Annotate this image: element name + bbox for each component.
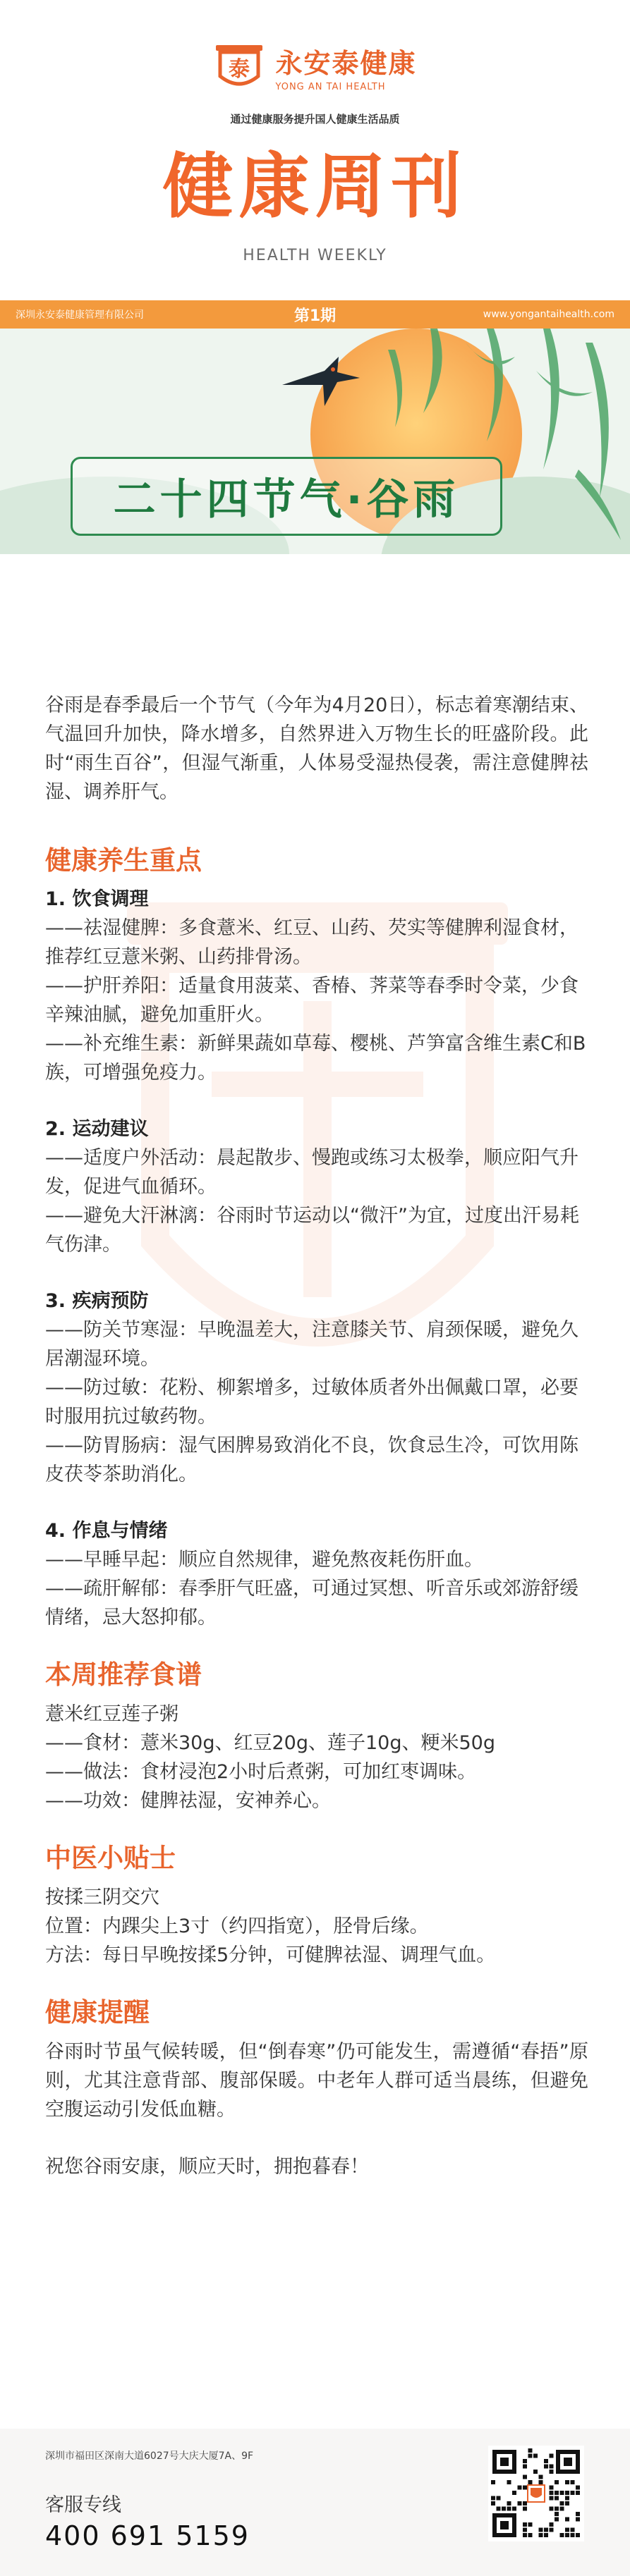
list-item: ——防胃肠病：湿气困脾易致消化不良，饮食忌生冷，可饮用陈皮茯苓茶助消化。 bbox=[45, 1435, 578, 1485]
list-item: 位置：内踝尖上3寸（约四指宽），胫骨后缘。 bbox=[45, 1915, 429, 1937]
section-heading-recipe: 本周推荐食谱 bbox=[45, 1660, 202, 1690]
brand-name-cn: 永安泰健康 bbox=[275, 48, 417, 79]
masthead-title: 健康周刊 bbox=[162, 145, 468, 228]
banner-title-frame bbox=[71, 457, 502, 536]
issue-number: 第1期 bbox=[293, 307, 337, 325]
solar-term-banner bbox=[0, 329, 630, 554]
list-item: ——疏肝解郁：春季肝气旺盛，可通过冥想、听音乐或郊游舒缓情绪，忌大怒抑郁。 bbox=[45, 1578, 578, 1629]
brand-logo-row bbox=[0, 41, 630, 93]
issue-info-bar bbox=[0, 300, 630, 329]
page-footer bbox=[0, 2429, 630, 2576]
company-name: 深圳永安泰健康管理有限公司 bbox=[16, 309, 144, 321]
group-title-exercise: 2. 运动建议 bbox=[45, 1118, 149, 1140]
list-item: ——做法：食材浸泡2小时后煮粥，可加红枣调味。 bbox=[45, 1761, 477, 1783]
group-title-prevention: 3. 疾病预防 bbox=[45, 1290, 149, 1312]
service-phone-number[interactable]: 400 691 5159 bbox=[45, 2520, 250, 2551]
brand-name-en: YONG AN TAI HEALTH bbox=[275, 82, 386, 92]
reminder-paragraph: 谷雨时节虽气候转暖，但“倒春寒”仍可能发生，需遵循“春捂”原则，尤其注意背部、腹部保暖。中老年人群可适当晨练，但避免空腹运动引发低血糖。 bbox=[45, 2041, 588, 2121]
brand-logo-icon bbox=[213, 41, 265, 93]
closing-line: 祝您谷雨安康，顺应天时，拥抱暮春！ bbox=[45, 2156, 369, 2178]
company-address: 深圳市福田区深南大道6027号大庆大厦7A、9F bbox=[45, 2451, 254, 2462]
article-body bbox=[45, 564, 588, 2181]
list-item: ——适度户外活动：晨起散步、慢跑或练习太极拳，顺应阳气升发，促进气血循环。 bbox=[45, 1147, 578, 1198]
logo-char: 泰 bbox=[229, 57, 250, 82]
list-item: ——避免大汗淋漓：谷雨时节运动以“微汗”为宜，过度出汗易耗气伤津。 bbox=[45, 1205, 579, 1256]
brand-slogan: 通过健康服务提升国人健康生活品质 bbox=[230, 113, 400, 125]
qr-code-icon[interactable] bbox=[488, 2446, 584, 2541]
list-item: ——护肝养阳：适量食用菠菜、香椿、荠菜等春季时令菜，少食辛辣油腻，避免加重肝火。 bbox=[45, 975, 578, 1026]
intro-paragraph: 谷雨是春季最后一个节气（今年为4月20日），标志着寒潮结束、气温回升加快，降水增多，自然界进入万物生长的旺盛阶段。此时“雨生百谷”，但湿气渐重，人体易受湿热侵袭，需注意健脾祛湿、调养肝气。 bbox=[45, 694, 588, 803]
service-hotline-label: 客服专线 bbox=[45, 2494, 121, 2516]
section-heading-health: 健康养生重点 bbox=[45, 845, 202, 876]
list-item: ——防关节寒湿：早晚温差大，注意膝关节、肩颈保暖，避免久居潮湿环境。 bbox=[45, 1319, 578, 1370]
website-link[interactable]: www.yongantaihealth.com bbox=[483, 309, 614, 320]
group-title-diet: 1. 饮食调理 bbox=[45, 888, 149, 910]
section-heading-reminder: 健康提醒 bbox=[45, 1997, 150, 2028]
list-item: 方法：每日早晚按揉5分钟，可健脾祛湿、调理气血。 bbox=[45, 1944, 496, 1966]
list-item: ——功效：健脾祛湿，安神养心。 bbox=[45, 1790, 331, 1812]
list-item: ——食材：薏米30g、红豆20g、莲子10g、粳米50g bbox=[45, 1732, 495, 1754]
recipe-name: 薏米红豆莲子粥 bbox=[45, 1703, 178, 1725]
page-header bbox=[0, 0, 630, 296]
list-item: ——早睡早起：顺应自然规律，避免熬夜耗伤肝血。 bbox=[45, 1549, 483, 1571]
group-title-routine: 4. 作息与情绪 bbox=[45, 1520, 168, 1542]
masthead-subtitle: HEALTH WEEKLY bbox=[243, 247, 387, 264]
list-item: ——补充维生素：新鲜果蔬如草莓、樱桃、芦笋富含维生素C和B族，可增强免疫力。 bbox=[45, 1033, 586, 1084]
list-item: ——祛湿健脾：多食薏米、红豆、山药、芡实等健脾利湿食材，推荐红豆薏米粥、山药排骨汤。 bbox=[45, 917, 578, 968]
tcm-tip-name: 按揉三阴交穴 bbox=[45, 1887, 159, 1908]
section-heading-tcm: 中医小贴士 bbox=[45, 1843, 176, 1873]
banner-title: 二十四节气·谷雨 bbox=[113, 475, 460, 525]
list-item: ——防过敏：花粉、柳絮增多，过敏体质者外出佩戴口罩，必要时服用抗过敏药物。 bbox=[45, 1377, 578, 1428]
